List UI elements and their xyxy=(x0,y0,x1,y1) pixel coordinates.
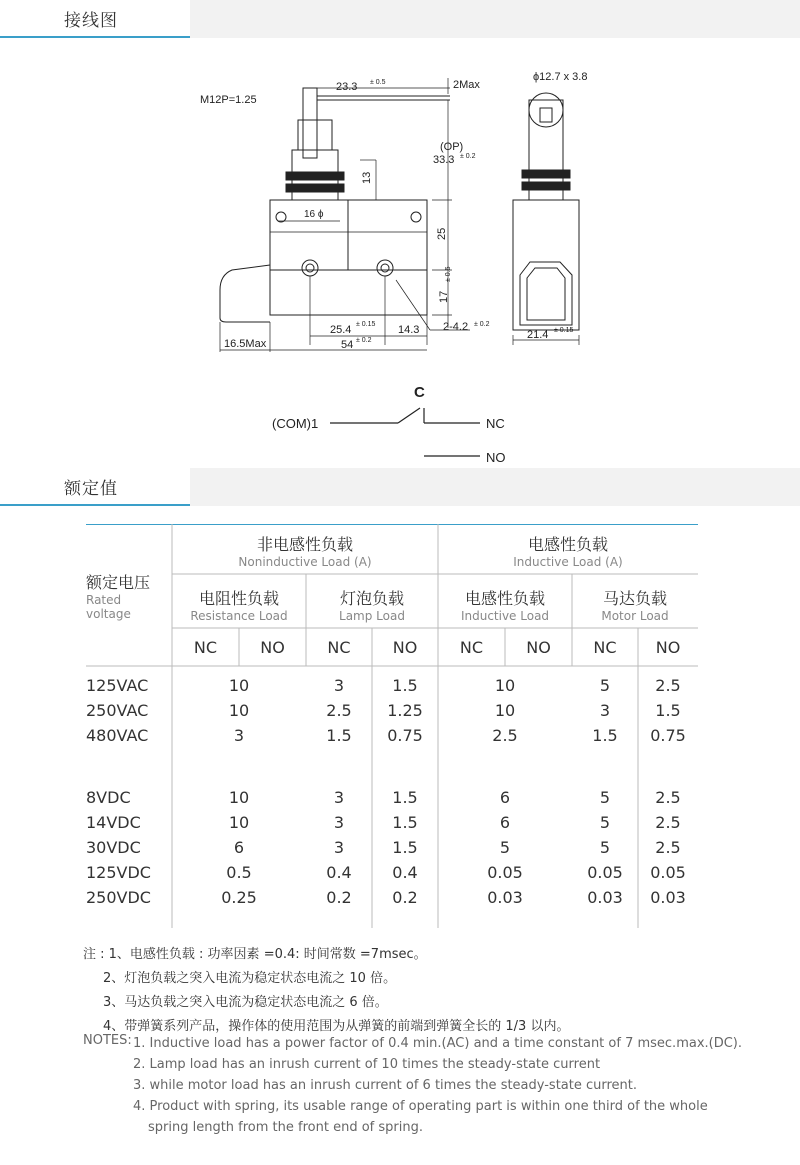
note-en-line: 4. Product with spring, its usable range of operating part is within one third of the whole xyxy=(133,1099,708,1114)
table-cell-v: 14VDC xyxy=(86,813,141,832)
table-cell-v: 125VAC xyxy=(86,676,149,695)
table-cell-ind: 6 xyxy=(499,788,511,807)
hdr-resistance-cn: 电阻性负载 xyxy=(198,589,279,608)
hdr-inductive-en: Inductive Load (A) xyxy=(513,555,623,569)
hdr-nc: NC xyxy=(593,638,617,657)
table-cell-res: 10 xyxy=(228,813,250,832)
table-cell-res: 0.25 xyxy=(221,888,257,907)
table-cell-lno: 0.4 xyxy=(392,863,418,882)
hdr-rated-cn: 额定电压 xyxy=(86,573,151,592)
label-d233: 23.3 xyxy=(336,81,358,93)
label-d254: 25.4 xyxy=(330,324,352,336)
rating-table xyxy=(86,524,698,928)
label-d13: 13 xyxy=(361,171,373,184)
label-d233-tol: ± 0.5 xyxy=(370,79,386,86)
side-view-body xyxy=(513,200,579,330)
table-cell-mnc: 0.05 xyxy=(587,863,623,882)
table-cell-ind: 10 xyxy=(494,701,516,720)
hdr-inductive-cn: 电感性负载 xyxy=(527,535,608,554)
table-cell-ind: 0.03 xyxy=(487,888,523,907)
label-d17: 17 xyxy=(438,290,450,303)
note-en-line: spring length from the front end of spring. xyxy=(148,1120,423,1135)
table-cell-mno: 1.5 xyxy=(655,701,681,720)
table-cell-mno: 0.03 xyxy=(650,888,686,907)
hdr-motor-en: Motor Load xyxy=(601,609,669,623)
hdr-inductive-load-cn: 电感性负载 xyxy=(464,589,545,608)
note-cn-line: 2、灯泡负载之突入电流为稳定状态电流之 10 倍。 xyxy=(103,971,397,986)
hdr-lamp-cn: 灯泡负载 xyxy=(339,589,404,608)
section-header-wiring xyxy=(0,0,800,38)
table-cell-mnc: 5 xyxy=(599,813,611,832)
table-cell-ind: 0.05 xyxy=(487,863,523,882)
table-cell-res: 10 xyxy=(228,788,250,807)
table-cell-lnc: 3 xyxy=(333,813,345,832)
label-d165: 16.5Max xyxy=(224,338,267,350)
label-d143: 14.3 xyxy=(398,324,420,336)
hdr-lamp-en: Lamp Load xyxy=(339,609,405,623)
table-cell-lno: 0.2 xyxy=(392,888,418,907)
note-en-line: 3. while motor load has an inrush current of 6 times the steady-state current. xyxy=(133,1078,638,1093)
table-cell-lno: 1.25 xyxy=(387,701,423,720)
circuit-label-no: NO xyxy=(486,450,506,465)
note-cn-line: 4、带弹簧系列产品，操作体的使用范围为从弹簧的前端到弹簧全长的 1/3 以内。 xyxy=(103,1019,570,1034)
table-cell-mnc: 3 xyxy=(599,701,611,720)
table-cell-v: 250VAC xyxy=(86,701,149,720)
table-cell-lnc: 0.4 xyxy=(326,863,352,882)
hdr-no: NO xyxy=(392,638,418,657)
table-cell-res: 3 xyxy=(233,726,245,745)
label-d254-tol: ± 0.15 xyxy=(356,321,376,328)
note-en-line: 1. Inductive load has a power factor of 0.4 min.(AC) and a time constant of 7 msec.max.(DC). xyxy=(133,1036,743,1051)
circuit-label-c: C xyxy=(414,384,425,401)
hdr-no: NO xyxy=(655,638,681,657)
label-roller: ϕ12.7 x 3.8 xyxy=(533,71,588,83)
hdr-no: NO xyxy=(526,638,551,657)
hdr-no: NO xyxy=(260,638,285,657)
label-d17-tol: ± 0.5 xyxy=(445,266,452,282)
table-cell-lno: 1.5 xyxy=(392,838,418,857)
hdr-motor-cn: 马达负载 xyxy=(602,589,667,608)
table-cell-mno: 2.5 xyxy=(655,813,681,832)
note-en-line: 2. Lamp load has an inrush current of 10 times the steady-state current xyxy=(133,1057,601,1072)
label-d214-tol: ± 0.15 xyxy=(554,327,574,334)
table-cell-v: 30VDC xyxy=(86,838,141,857)
section-title-wiring: 接线图 xyxy=(64,11,118,31)
table-cell-res: 6 xyxy=(233,838,245,857)
label-d25: 25 xyxy=(436,227,448,240)
table-cell-mno: 0.75 xyxy=(650,726,686,745)
table-cell-v: 8VDC xyxy=(86,788,131,807)
hdr-nc: NC xyxy=(459,638,484,657)
note-cn-line: 注 : 1、电感性负载 : 功率因素 =0.4: 时间常数 =7msec。 xyxy=(83,947,427,962)
label-d214: 21.4 xyxy=(527,329,549,341)
table-cell-lnc: 3 xyxy=(333,788,345,807)
table-cell-v: 480VAC xyxy=(86,726,149,745)
table-cell-res: 10 xyxy=(228,676,250,695)
hdr-noninductive-en: Noninductive Load (A) xyxy=(238,555,372,569)
table-cell-res: 10 xyxy=(228,701,250,720)
circuit-label-com: (COM)1 xyxy=(272,416,319,431)
table-cell-lnc: 1.5 xyxy=(326,726,352,745)
label-d16: 16 ϕ xyxy=(304,209,324,220)
hdr-inductive-load-en: Inductive Load xyxy=(460,609,550,623)
table-cell-lno: 1.5 xyxy=(392,813,418,832)
hdr-nc: NC xyxy=(327,638,351,657)
dimension-drawing xyxy=(0,40,800,410)
label-d333-tol: ± 0.2 xyxy=(460,153,476,160)
notes-en-label: NOTES: xyxy=(83,1033,132,1048)
hdr-nc: NC xyxy=(193,638,218,657)
table-cell-ind: 6 xyxy=(499,813,511,832)
table-cell-ind: 10 xyxy=(494,676,516,695)
table-cell-mno: 2.5 xyxy=(655,676,681,695)
table-cell-mno: 2.5 xyxy=(655,838,681,857)
table-cell-v: 250VDC xyxy=(86,888,151,907)
table-cell-mno: 0.05 xyxy=(650,863,686,882)
table-cell-lnc: 3 xyxy=(333,838,345,857)
table-cell-mno: 2.5 xyxy=(655,788,681,807)
note-cn-line: 3、马达负载之突入电流为稳定状态电流之 6 倍。 xyxy=(103,995,388,1010)
circuit-label-nc: NC xyxy=(486,416,505,431)
label-d242: 2-4.2 xyxy=(443,321,469,333)
circuit-diagram xyxy=(0,378,800,468)
table-cell-lno: 1.5 xyxy=(392,788,418,807)
table-cell-mnc: 5 xyxy=(599,676,611,695)
label-d54-tol: ± 0.2 xyxy=(356,337,372,344)
table-cell-mnc: 0.03 xyxy=(587,888,623,907)
table-cell-lnc: 2.5 xyxy=(326,701,352,720)
label-d54: 54 xyxy=(341,339,354,351)
label-2max: 2Max xyxy=(453,79,480,91)
hdr-rated-en1: Rated xyxy=(86,593,122,607)
hdr-noninductive-cn: 非电感性负载 xyxy=(256,535,353,554)
table-cell-mnc: 1.5 xyxy=(592,726,618,745)
table-cell-lnc: 3 xyxy=(333,676,345,695)
table-cell-v: 125VDC xyxy=(86,863,151,882)
table-cell-lno: 1.5 xyxy=(392,676,418,695)
table-cell-mnc: 5 xyxy=(599,788,611,807)
label-op: (OP) xyxy=(440,141,464,153)
table-cell-res: 0.5 xyxy=(226,863,252,882)
hdr-resistance-en: Resistance Load xyxy=(190,609,288,623)
table-cell-mnc: 5 xyxy=(599,838,611,857)
section-title-rating: 额定值 xyxy=(64,479,118,499)
hdr-rated-en2: voltage xyxy=(86,607,131,621)
label-d333: 33.3 xyxy=(433,154,455,166)
label-d242-tol: ± 0.2 xyxy=(474,321,490,328)
table-cell-lnc: 0.2 xyxy=(326,888,352,907)
table-cell-lno: 0.75 xyxy=(387,726,423,745)
table-cell-ind: 2.5 xyxy=(492,726,518,745)
table-cell-ind: 5 xyxy=(499,838,511,857)
label-thread: M12P=1.25 xyxy=(200,94,257,106)
section-header-rating xyxy=(0,468,800,506)
